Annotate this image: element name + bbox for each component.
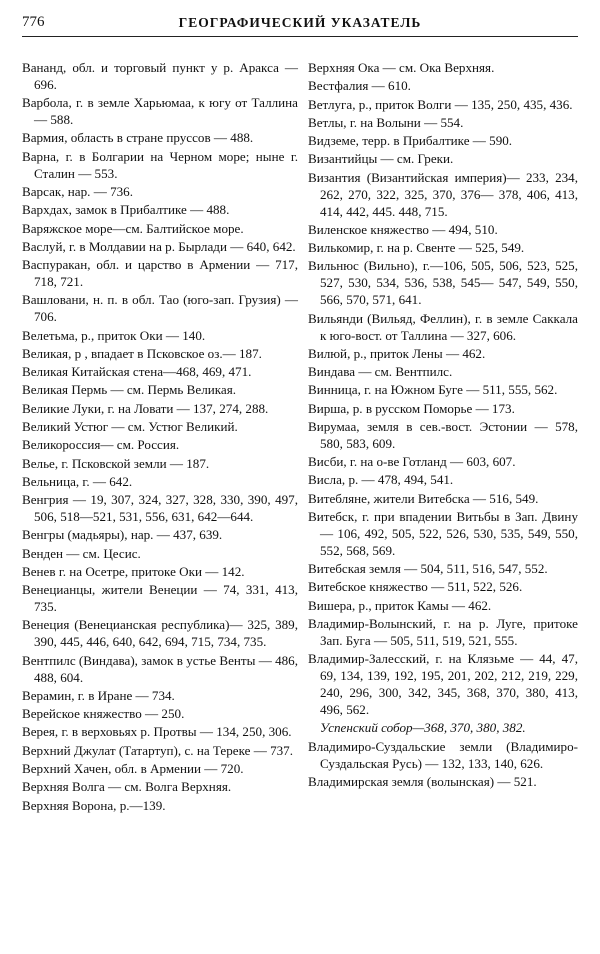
index-entry: Варяжское море—см. Балтийское море.	[22, 220, 244, 236]
index-entry: Висби, г. на о-ве Готланд — 603, 607.	[308, 454, 516, 470]
index-entry: Вишера, р., приток Камы — 462.	[308, 597, 492, 613]
index-entry: Варсак, нар. — 736.	[22, 183, 133, 199]
index-entry: Вирша, р. в русском Поморье — 173.	[308, 400, 515, 416]
index-entry: Верхний Хачен, обл. в Армении — 720.	[22, 761, 244, 777]
index-subentry: Успенский собор—368, 370, 380, 382.	[320, 720, 526, 736]
index-entry: Виленское княжество — 494, 510.	[308, 221, 498, 237]
index-entry: Византийцы — см. Греки.	[308, 151, 454, 167]
index-entry: Видземе, терр. в Прибалтике — 590.	[308, 133, 513, 149]
index-entry: Великие Луки, г. на Ловати — 137, 274, 288.	[22, 400, 269, 416]
index-column-left	[22, 60, 298, 816]
index-entry: Византия (Византийская империя)— 233, 234, 262, 270, 322, 325, 370, 376— 378, 406, 413, 414, 442, 445. 448, 715.	[308, 169, 578, 219]
index-entry: Владимирская земля (волынская) — 521.	[308, 773, 537, 789]
index-entry: Венеция (Венецианская республика)— 325, 389, 390, 445, 446, 640, 642, 694, 715, 734, 735.	[22, 617, 298, 650]
page-number: 776	[22, 14, 45, 30]
index-entry: Вилюй, р., приток Лены — 462.	[308, 345, 486, 361]
index-entry: Верхняя Ворона, р.—139.	[22, 797, 166, 813]
running-title: ГЕОГРАФИЧЕСКИЙ УКАЗАТЕЛЬ	[178, 15, 422, 30]
index-entry: Вананд, обл. и торговый пункт у р. Аракса — 696.	[22, 60, 298, 92]
index-entry: Верхний Джулат (Татартуп), с. на Тереке — 737.	[22, 742, 293, 758]
index-column-right	[308, 60, 578, 792]
index-entry: Великая, р , впадает в Псковское оз.— 187.	[22, 345, 262, 361]
index-entry: Венгрия — 19, 307, 324, 327, 328, 330, 390, 497, 506, 518—521, 531, 556, 631, 642—644.	[22, 492, 298, 525]
index-entry: Великая Китайская стена—468, 469, 471.	[22, 364, 252, 380]
index-entry: Венгры (мадьяры), нар. — 437, 639.	[22, 527, 223, 543]
index-entry: Вашловани, н. п. в обл. Тао (юго-зап. Грузия) — 706.	[22, 292, 298, 325]
index-entry: Витебская земля — 504, 511, 516, 547, 552.	[308, 561, 548, 577]
index-entry: Владимир-Залесский, г. на Клязьме — 44, 47, 69, 134, 139, 192, 195, 201, 202, 212, 219, 229, 240, 296, 300, 342, 345, 368, 370, 380, 413, 496, 562.	[308, 651, 578, 717]
index-entry: Витебляне, жители Витебска — 516, 549.	[308, 490, 539, 506]
index-entry: Верхняя Ока — см. Ока Верхняя.	[308, 60, 495, 75]
index-entry: Варбола, г. в земле Харьюмаа, к югу от Таллина — 588.	[22, 95, 298, 128]
index-entry: Венецианцы, жители Венеции — 74, 331, 413, 735.	[22, 582, 298, 615]
index-entry: Великий Устюг — см. Устюг Великий.	[22, 418, 238, 434]
index-entry: Вельница, г. — 642.	[22, 473, 133, 489]
page-header	[22, 10, 578, 37]
index-entry: Васпуракан, обл. и царство в Армении — 717, 718, 721.	[22, 257, 298, 289]
index-entry: Великороссия— см. Россия.	[22, 437, 180, 453]
index-entry: Вирумаа, земля в сев.-вост. Эстонии — 578, 580, 583, 609.	[308, 418, 578, 451]
index-entry: Верея, г. в верховьях р. Протвы — 134, 250, 306.	[22, 724, 292, 740]
index-entry: Верейское княжество — 250.	[22, 706, 185, 722]
index-entry: Владимир-Волынский, г. на р. Луге, притоке Зап. Буга — 505, 511, 519, 521, 555.	[308, 616, 578, 648]
index-entry: Вестфалия — 610.	[308, 78, 411, 94]
index-entry: Ветлы, г. на Волыни — 554.	[308, 114, 464, 130]
index-entry: Вильнюс (Вильно), г.—106, 505, 506, 523, 525, 527, 530, 534, 536, 538, 545— 547, 549, 550, 566, 570, 571, 641.	[308, 258, 578, 308]
index-entry: Велье, г. Псковской земли — 187.	[22, 455, 210, 471]
index-entry: Велетьма, р., приток Оки — 140.	[22, 327, 206, 343]
index-entry: Великая Пермь — см. Пермь Великая.	[22, 382, 237, 398]
index-entry: Варна, г. в Болгарии на Черном море; ныне г. Сталин — 553.	[22, 148, 298, 181]
index-entry: Вильянди (Вильяд, Феллин), г. в земле Саккала к юго-вост. от Таллина — 327, 606.	[308, 310, 578, 343]
index-entry: Венев г. на Осетре, притоке Оки — 142.	[22, 563, 245, 579]
index-entry: Вентпилс (Виндава), замок в устье Венты — 486, 488, 604.	[22, 652, 298, 685]
index-entry: Витебское княжество — 511, 522, 526.	[308, 579, 523, 595]
index-entry: Виндава — см. Вентпилс.	[308, 364, 453, 380]
index-entry: Верамин, г. в Иране — 734.	[22, 687, 175, 703]
index-entry: Верхняя Волга — см. Волга Верхняя.	[22, 779, 232, 795]
index-entry: Висла, р. — 478, 494, 541.	[308, 472, 454, 488]
index-entry: Ветлуга, р., приток Волги — 135, 250, 435, 436.	[308, 96, 573, 112]
index-entry: Витебск, г. при впадении Витьбы в Зап. Двину — 106, 492, 505, 522, 526, 530, 535, 549, 550, 552, 568, 569.	[308, 509, 578, 558]
index-entry: Вилькомир, г. на р. Свенте — 525, 549.	[308, 240, 525, 256]
index-entry: Вархдах, замок в Прибалтике — 488.	[22, 202, 230, 218]
index-entry: Винница, г. на Южном Буге — 511, 555, 562.	[308, 382, 558, 398]
index-entry: Венден — см. Цесис.	[22, 545, 141, 561]
index-entry: Вармия, область в стране пруссов — 488.	[22, 130, 254, 146]
index-entry: Васлуй, г. в Молдавии на р. Бырлади — 640, 642.	[22, 238, 296, 254]
index-entry: Владимиро-Суздальские земли (Владимиро-Суздальская Русь) — 132, 133, 140, 626.	[308, 738, 578, 771]
